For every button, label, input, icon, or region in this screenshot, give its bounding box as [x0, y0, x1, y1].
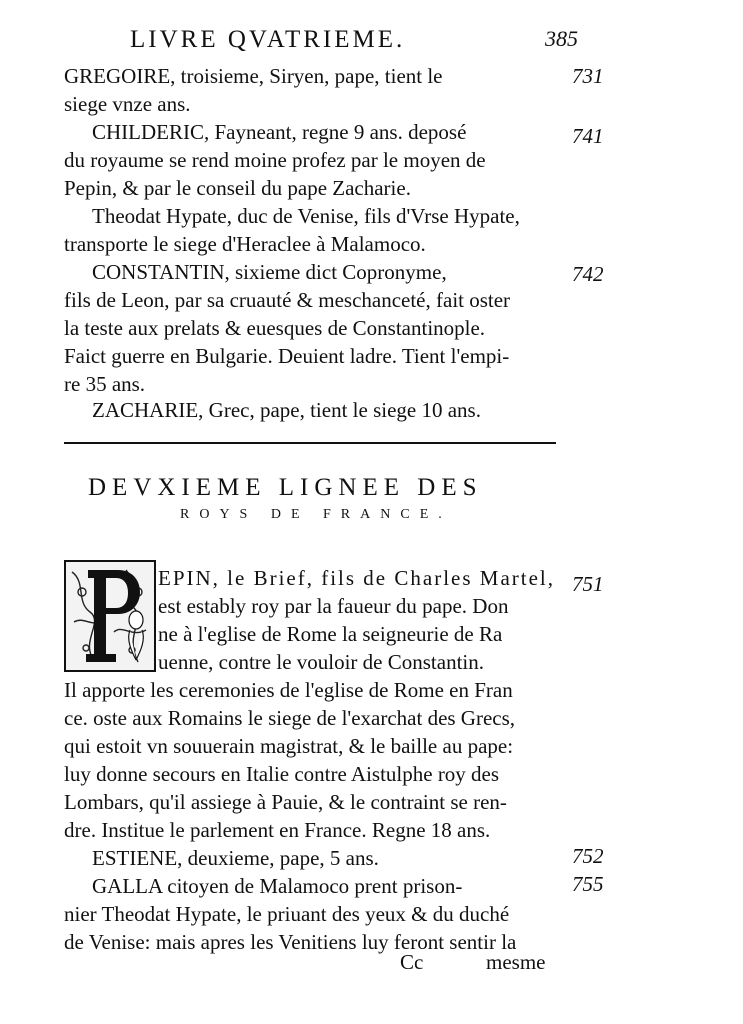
text-line: ZACHARIE, Grec, pape, tient le siege 10 ans.	[92, 398, 481, 422]
text-line: siege vnze ans.	[64, 92, 191, 116]
text-line: Il apporte les ceremonies de l'eglise de Rome en Fran	[64, 678, 513, 702]
margin-date: 751	[572, 572, 604, 596]
text-line: dre. Institue le parlement en France. Regne 18 ans.	[64, 818, 491, 842]
text-line: fils de Leon, par sa cruauté & meschanceté, fait oster	[64, 288, 511, 312]
text-line: la teste aux prelats & euesques de Constantinople.	[64, 316, 486, 340]
section-subtitle: ROYS DE FRANCE.	[180, 507, 452, 522]
text-line: re 35 ans.	[64, 372, 146, 396]
text-line: GREGOIRE, troisieme, Siryen, pape, tient le	[64, 64, 443, 88]
text-line: ne à l'eglise de Rome la seigneurie de Ra	[158, 622, 503, 646]
signature-mark: Cc	[400, 950, 424, 974]
text-line: ce. oste aux Romains le siege de l'exarchat des Grecs,	[64, 706, 516, 730]
margin-date: 731	[572, 64, 604, 88]
text-line: Lombars, qu'il assiege à Pauie, & le contraint se ren-	[64, 790, 507, 814]
text-line: ESTIENE, deuxieme, pape, 5 ans.	[92, 846, 379, 870]
text-line: Theodat Hypate, duc de Venise, fils d'Vrse Hypate,	[92, 204, 520, 228]
text-line: GALLA citoyen de Malamoco prent prison-	[92, 874, 463, 898]
section-title: DEVXIEME LIGNEE DES	[88, 474, 483, 501]
text-line: Pepin, & par le conseil du pape Zacharie.	[64, 176, 411, 200]
text-line: EPIN, le Brief, fils de Charles Martel,	[158, 566, 555, 590]
text-line: nier Theodat Hypate, le priuant des yeux & du duché	[64, 902, 510, 926]
text-line: du royaume se rend moine profez par le moyen de	[64, 148, 486, 172]
running-head: LIVRE QVATRIEME.	[130, 26, 406, 53]
decorated-initial-p	[64, 560, 156, 672]
margin-date: 752	[572, 844, 604, 868]
text-line: uenne, contre le vouloir de Constantin.	[158, 650, 485, 674]
text-line: est estably roy par la faueur du pape. Don	[158, 594, 509, 618]
text-line: de Venise: mais apres les Venitiens luy feront sentir la	[64, 930, 517, 954]
text-line: CHILDERIC, Fayneant, regne 9 ans. deposé	[92, 120, 467, 144]
text-line: Faict guerre en Bulgarie. Deuient ladre. Tient l'empi-	[64, 344, 510, 368]
catchword: mesme	[486, 950, 546, 974]
margin-date: 755	[572, 872, 604, 896]
text-line: qui estoit vn souuerain magistrat, & le baille au pape:	[64, 734, 514, 758]
text-line: luy donne secours en Italie contre Aistulphe roy des	[64, 762, 500, 786]
text-line: transporte le siege d'Heraclee à Malamoco.	[64, 232, 426, 256]
margin-date: 742	[572, 262, 604, 286]
text-line: CONSTANTIN, sixieme dict Copronyme,	[92, 260, 447, 284]
decorated-initial-illustration	[66, 562, 154, 670]
horizontal-rule	[64, 442, 556, 444]
margin-date: 741	[572, 124, 604, 148]
page-number: 385	[545, 26, 578, 51]
